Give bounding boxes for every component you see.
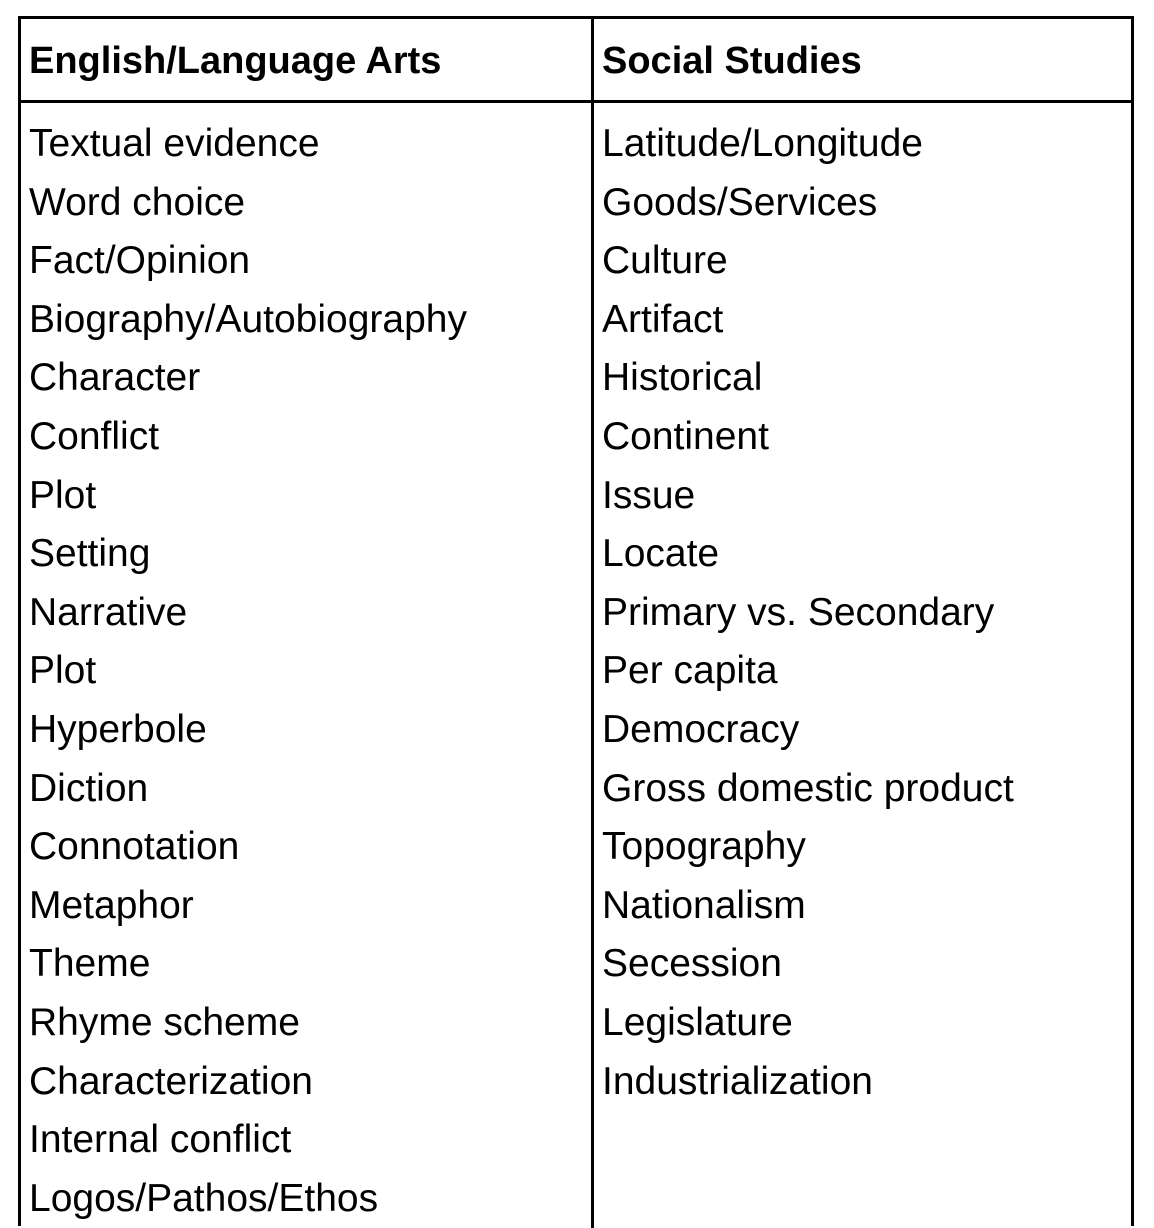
social-studies-term: Artifact — [602, 297, 724, 341]
ela-term: Textual evidence — [29, 122, 320, 165]
social-studies-term: Goods/Services — [602, 180, 878, 224]
ela-term: Biography/Autobiography — [29, 297, 467, 341]
social-studies-term: Gross domestic product — [602, 766, 1014, 810]
social-studies-term: Primary vs. Secondary — [602, 590, 995, 634]
ela-term: Word choice — [29, 180, 246, 224]
ela-term: Plot — [29, 649, 97, 693]
ela-term: Diction — [29, 766, 149, 810]
social-studies-term: Nationalism — [602, 883, 806, 927]
ela-term: Metaphor — [29, 883, 194, 927]
social-studies-term: Continent — [602, 414, 769, 458]
social-studies-term: Issue — [602, 473, 696, 517]
ela-term: Conflict — [29, 414, 160, 458]
ela-column — [21, 103, 594, 1228]
ela-term-list — [21, 103, 591, 1228]
ela-term: Hyperbole — [29, 707, 207, 751]
social-studies-term: Democracy — [602, 707, 800, 751]
social-studies-term: Per capita — [602, 649, 778, 693]
social-studies-term: Topography — [602, 825, 806, 869]
ela-term: Rhyme scheme — [29, 1000, 300, 1044]
header-social-studies: Social Studies — [602, 40, 862, 82]
ela-term: Plot — [29, 473, 97, 517]
ela-term: Narrative — [29, 590, 188, 634]
social-studies-term: Legislature — [602, 1000, 793, 1044]
table-body-row — [21, 103, 1131, 1228]
ela-term: Character — [29, 356, 201, 400]
ela-term: Fact/Opinion — [29, 239, 251, 283]
social-studies-term: Culture — [602, 239, 728, 283]
social-studies-term: Secession — [602, 942, 782, 986]
ela-term: Connotation — [29, 825, 240, 869]
ela-term: Internal conflict — [29, 1118, 292, 1162]
ela-term: Logos/Pathos/Ethos — [29, 1176, 379, 1220]
social-studies-term-list — [594, 103, 1131, 1111]
social-studies-term: Industrialization — [602, 1059, 873, 1103]
header-ela: English/Language Arts — [21, 19, 594, 100]
ela-term: Characterization — [29, 1059, 313, 1103]
ela-term: Theme — [29, 942, 151, 986]
social-studies-term: Locate — [602, 532, 720, 576]
table-header-row — [21, 19, 1131, 103]
social-studies-term: Latitude/Longitude — [602, 122, 923, 165]
social-studies-column — [594, 103, 1131, 1228]
vocabulary-table — [18, 16, 1134, 1226]
social-studies-term: Historical — [602, 356, 763, 400]
ela-term: Setting — [29, 532, 151, 576]
